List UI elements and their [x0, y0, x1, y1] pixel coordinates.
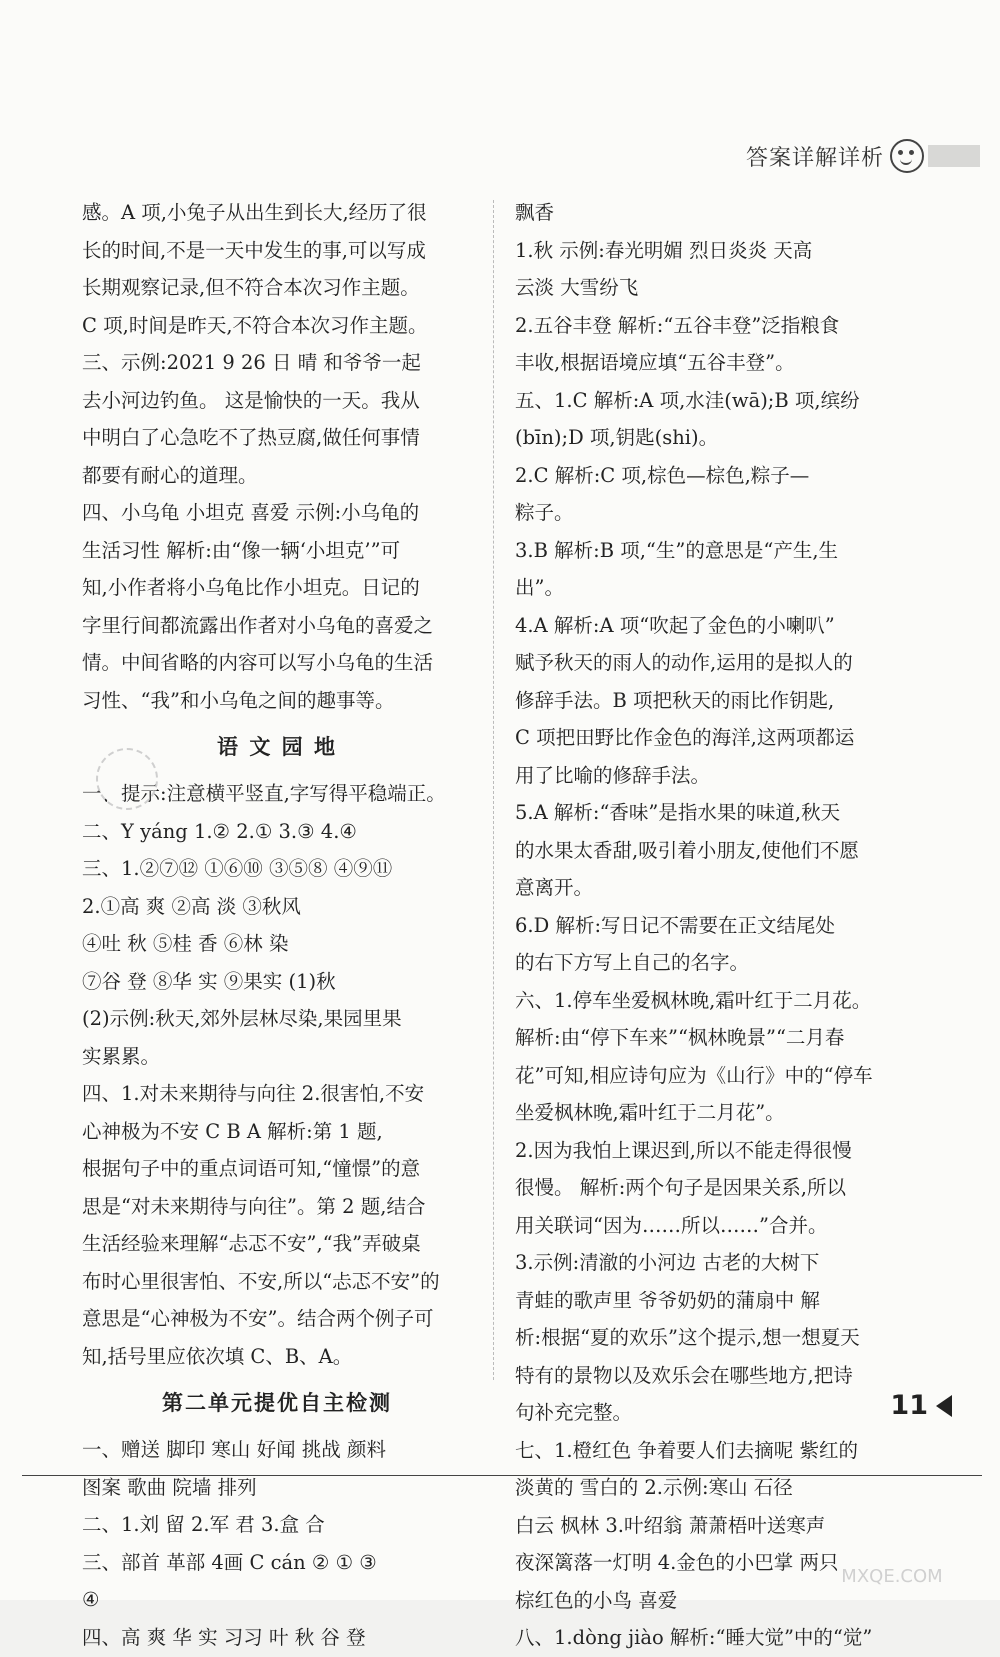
text-line: C 项,时间是昨天,不符合本次习作主题。 — [82, 313, 428, 337]
text-line: 2.①高 爽 ②高 淡 ③秋风 — [82, 894, 301, 918]
page-number: 11 — [890, 1390, 928, 1421]
text-line: 习性、“我”和小乌龟之间的趣事等。 — [82, 688, 395, 712]
text-line: 生活习性 解析:由“像一辆‘小坦克’”可 — [82, 538, 401, 562]
text-line: 八、1.dòng jiào 解析:“睡大觉”中的“觉” — [515, 1626, 873, 1649]
text-line: 4.A 解析:A 项“吹起了金色的小喇叭” — [515, 613, 835, 637]
page-footer — [890, 1390, 952, 1421]
text-line: 图案 歌曲 院墙 排列 — [82, 1475, 257, 1499]
text-line: 云淡 大雪纷飞 — [515, 276, 639, 299]
text-line: 句补充完整。 — [515, 1401, 633, 1424]
smiley-icon — [890, 139, 924, 173]
text-line: 三、示例:2021 9 26 日 晴 和爷爷一起 — [82, 351, 421, 374]
watermark-text: MXQE.COM — [841, 1566, 943, 1587]
bottom-rule — [22, 1475, 982, 1476]
text-line: 三、部首 革部 4画 C cán ② ① ③ — [82, 1550, 377, 1574]
section-title: 语 文 园 地 — [217, 735, 337, 759]
text-line: 长期观察记录,但不符合本次习作主题。 — [82, 276, 420, 299]
text-line: 白云 枫林 3.叶绍翁 萧萧梧叶送寒声 — [515, 1513, 826, 1537]
text-line: 2.因为我怕上课迟到,所以不能走得很慢 — [515, 1138, 852, 1162]
text-line: 字里行间都流露出作者对小乌龟的喜爱之 — [82, 613, 434, 637]
text-line: 出”。 — [515, 576, 564, 599]
text-line: (2)示例:秋天,郊外层林尽染,果园里果 — [82, 1007, 402, 1030]
text-line: 的水果太香甜,吸引着小朋友,使他们不愿 — [515, 838, 859, 862]
left-column — [82, 194, 472, 1656]
text-line: 六、1.停车坐爱枫林晚,霜叶红于二月花。 — [515, 988, 872, 1012]
text-line: 飘香 — [515, 201, 555, 224]
text-line: 感。A 项,小兔子从出生到长大,经历了很 — [82, 201, 427, 224]
text-line: 用了比喻的修辞手法。 — [515, 763, 711, 787]
text-line: 粽子。 — [515, 501, 574, 524]
text-line: 一、提示:注意横平竖直,字写得平稳端正。 — [82, 782, 446, 805]
text-line: 根据句子中的重点词语可知,“憧憬”的意 — [82, 1157, 421, 1180]
watermark-seal — [96, 748, 158, 810]
text-line: 用关联词“因为……所以……”合并。 — [515, 1213, 828, 1237]
text-line: 去小河边钓鱼。 这是愉快的一天。我从 — [82, 388, 420, 412]
text-line: 五、1.C 解析:A 项,水洼(wā);B 项,缤纷 — [515, 388, 860, 412]
text-line: ⑦谷 登 ⑧华 实 ⑨果实 (1)秋 — [82, 969, 336, 993]
text-line: 三、1.②⑦⑫ ①⑥⑩ ③⑤⑧ ④⑨⑪ — [82, 857, 393, 880]
watermark — [812, 1520, 972, 1600]
text-line: 知,小作者将小乌龟比作小坦克。日记的 — [82, 576, 420, 599]
text-line: 心神极为不安 C B A 解析:第 1 题, — [82, 1119, 383, 1143]
text-line: 情。中间省略的内容可以写小乌龟的生活 — [82, 651, 434, 674]
text-line: 6.D 解析:写日记不需要在正文结尾处 — [515, 913, 836, 937]
text-line: 很慢。 解析:两个句子是因果关系,所以 — [515, 1176, 846, 1199]
text-line: 知,括号里应依次填 C、B、A。 — [82, 1344, 353, 1368]
text-line: (bīn);D 项,钥匙(shi)。 — [515, 426, 719, 449]
text-line: 青蛙的歌声里 爷爷奶奶的蒲扇中 解 — [515, 1288, 820, 1312]
text-line: 一、赠送 脚印 寒山 好闻 挑战 颜料 — [82, 1438, 386, 1461]
text-line: 实累累。 — [82, 1044, 161, 1068]
text-line: 意离开。 — [515, 876, 594, 899]
text-line: 的右下方写上自己的名字。 — [515, 951, 750, 974]
text-line: 3.B 解析:B 项,“生”的意思是“产生,生 — [515, 538, 839, 562]
text-line: 2.C 解析:C 项,棕色—棕色,粽子— — [515, 463, 810, 487]
text-line: 思是“对未来期待与向往”。第 2 题,结合 — [82, 1194, 426, 1218]
header-title: 答案详解详析 — [745, 145, 884, 171]
text-line: ④ — [82, 1588, 100, 1611]
text-line: 中明白了心急吃不了热豆腐,做任何事情 — [82, 426, 420, 449]
text-line: 1.秋 示例:春光明媚 烈日炎炎 天高 — [515, 238, 813, 262]
text-line: 二、Y yáng 1.② 2.① 3.③ 4.④ — [82, 819, 357, 843]
text-line: 修辞手法。B 项把秋天的雨比作钥匙, — [515, 688, 835, 712]
text-line: 四、小乌龟 小坦克 喜爱 示例:小乌龟的 — [82, 501, 420, 524]
text-line: 棕红色的小鸟 喜爱 — [515, 1588, 678, 1612]
text-line: C 项把田野比作金色的海洋,这两项都运 — [515, 726, 855, 749]
text-line: 布时心里很害怕、不安,所以“忐忑不安”的 — [82, 1269, 440, 1293]
text-line: 长的时间,不是一天中发生的事,可以写成 — [82, 238, 426, 262]
text-line: 3.示例:清澈的小河边 古老的大树下 — [515, 1251, 820, 1274]
text-line: 解析:由“停下车来”“枫林晚景”“二月春 — [515, 1026, 845, 1049]
text-line: 四、高 爽 华 实 习习 叶 秋 谷 登 — [82, 1625, 366, 1649]
text-line: 夜深篱落一灯明 4.金色的小巴掌 两只 — [515, 1551, 839, 1574]
section-title: 第二单元提优自主检测 — [162, 1391, 392, 1415]
text-line: 淡黄的 雪白的 2.示例:寒山 石径 — [515, 1476, 793, 1499]
text-line: 丰收,根据语境应填“五谷丰登”。 — [515, 351, 795, 374]
text-line: 2.五谷丰登 解析:“五谷丰登”泛指粮食 — [515, 313, 840, 337]
text-line: ④吐 秋 ⑤桂 香 ⑥林 染 — [82, 932, 289, 955]
text-line: 都要有耐心的道理。 — [82, 463, 258, 487]
text-line: 坐爱枫林晚,霜叶红于二月花”。 — [515, 1101, 785, 1124]
left-arrow-icon — [936, 1395, 952, 1417]
text-line: 七、1.橙红色 争着要人们去摘呢 紫红的 — [515, 1438, 859, 1462]
text-line: 花”可知,相应诗句应为《山行》中的“停车 — [515, 1063, 873, 1087]
right-column — [515, 194, 915, 1657]
page-header — [746, 136, 980, 176]
text-line: 四、1.对未来期待与向往 2.很害怕,不安 — [82, 1082, 425, 1105]
text-line: 析:根据“夏的欢乐”这个提示,想一想夏天 — [515, 1326, 860, 1349]
text-line: 特有的景物以及欢乐会在哪些地方,把诗 — [515, 1363, 853, 1387]
text-line: 5.A 解析:“香味”是指水果的味道,秋天 — [515, 801, 841, 824]
text-line: 意思是“心神极为不安”。结合两个例子可 — [82, 1307, 434, 1330]
text-line: 赋予秋天的雨人的动作,运用的是拟人的 — [515, 651, 853, 674]
text-line: 生活经验来理解“忐忑不安”,“我”弄破桌 — [82, 1232, 421, 1255]
column-divider — [493, 200, 494, 1380]
header-tab — [928, 145, 980, 167]
text-line: 二、1.刘 留 2.军 君 3.盒 合 — [82, 1513, 325, 1536]
